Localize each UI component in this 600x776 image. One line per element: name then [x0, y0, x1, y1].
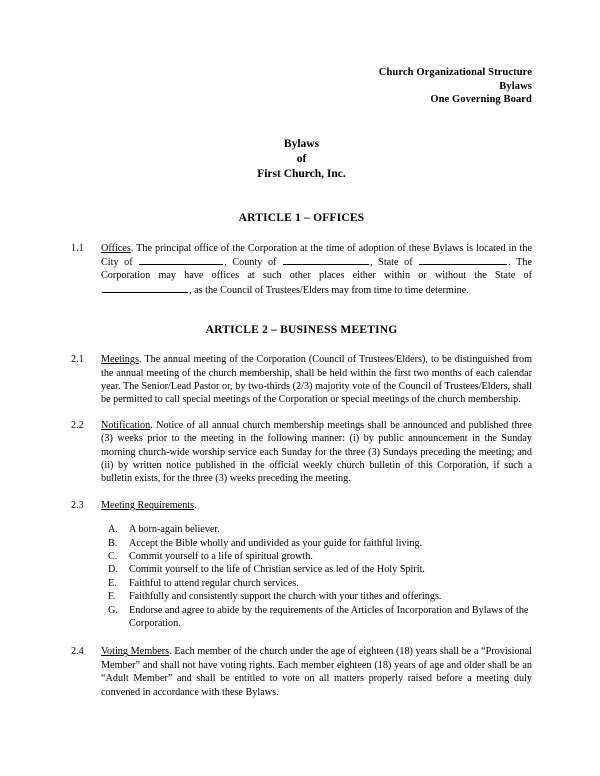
running-header-line-2: Bylaws: [499, 80, 532, 92]
list-item-letter: B.: [108, 537, 118, 549]
section-2-3-text: .: [194, 499, 197, 511]
list-item-text: Commit yourself to the life of Christian service as led of the Holy Spirit.: [129, 564, 425, 576]
list-item: [108, 563, 532, 576]
section-2-1-number: 2.1: [71, 354, 84, 366]
fill-in-blank-county[interactable]: [283, 255, 369, 265]
section-1-1-text-3: , State of: [370, 256, 419, 268]
section-2-2-text: . Notice of all annual church membership meetings shall be announced and published three (3) weeks prior to the meeting in the following manner: (i) by public announcement in the Sunday morning church-wide worship service each Sunday for the three (3) Sundays preceding the meeting; and (ii) by written notice published in the official weekly church bulletin of this Corporation, if such a bulletin exists, for the three (3) weeks preceding the meeting.: [101, 419, 532, 485]
list-item-text: Accept the Bible wholly and undivided as your guide for faithful living.: [129, 537, 423, 549]
fill-in-blank-state-2[interactable]: [102, 283, 188, 293]
list-item-text: Commit yourself to a life of spiritual growth.: [129, 551, 313, 562]
section-1-1-body: [101, 242, 532, 298]
section-1-1-text-5: , as the Council of Trustees/Elders may from time to time determine.: [189, 284, 469, 296]
running-header-line-1: Church Organizational Structure: [378, 67, 532, 78]
list-item: [108, 604, 532, 631]
section-1-1-text-4: . The Corporation may have offices at such other places either within or without the State of: [101, 256, 532, 282]
section-2-3-number: 2.3: [71, 499, 84, 511]
list-item: [108, 577, 532, 590]
section-2-3-run-in-heading: Meeting Requirements: [101, 499, 195, 511]
section-2-1-text: . The annual meeting of the Corporation (Council of Trustees/Elders), to be distinguished from the annual meeting of the church membership, shall be held within the first two months of each calendar year. The Senior/Lead Pastor or, by two-thirds (2/3) majority vote of the Council of Trustees/Elders, shall be permitted to call special meetings of the Corporation or special meetings of the church membership.: [101, 354, 532, 406]
page-content: [71, 0, 532, 699]
section-1-1-number: 1.1: [71, 242, 84, 254]
list-item: [108, 550, 532, 563]
section-2-2-run-in-heading: Notification: [101, 419, 151, 431]
running-header: [71, 66, 532, 107]
section-2-2-number: 2.2: [71, 419, 84, 431]
list-item: [108, 590, 532, 603]
title-line-organization: First Church, Inc.: [257, 167, 346, 180]
section-2-1-run-in-heading: Meetings: [101, 354, 139, 366]
list-item-text: Faithful to attend regular church services.: [129, 577, 299, 589]
list-item-letter: E.: [108, 577, 117, 589]
section-1-1-text-1: . The principal office of the Corporation at the time of adoption of these Bylaws is located in the City of: [101, 242, 532, 268]
list-item: [108, 537, 532, 550]
list-item-text: A born-again believer.: [129, 524, 220, 536]
section-2-3-body: [101, 499, 532, 512]
fill-in-blank-state[interactable]: [419, 255, 507, 265]
section-2-2-body: [101, 419, 532, 486]
title-line-bylaws: Bylaws: [283, 137, 320, 150]
section-2-2: [71, 419, 532, 486]
document-title-block: [71, 137, 532, 182]
fill-in-blank-city[interactable]: [139, 255, 223, 265]
section-1-1-run-in-heading: Offices: [101, 242, 131, 254]
title-line-of: of: [296, 152, 307, 165]
section-1-1: [71, 242, 532, 298]
section-2-4: [71, 645, 532, 699]
section-2-1-body: [101, 353, 532, 407]
section-2-1: [71, 353, 532, 407]
list-item-letter: A.: [108, 524, 118, 536]
section-2-3: [71, 499, 532, 631]
section-1-1-text-2: , County of: [224, 256, 283, 268]
article-1-heading: ARTICLE 1 – OFFICES: [238, 211, 365, 224]
article-2-heading: ARTICLE 2 – BUSINESS MEETING: [205, 324, 398, 337]
section-2-4-body: [101, 645, 532, 699]
list-item: [108, 523, 532, 536]
section-2-4-text: . Each member of the church under the age of eighteen (18) years shall be a “Provisional Member” and shall not have voting rights. Each member eighteen (18) years of age and older shall be an “Adult Member” and shall be entitled to vote on all matters properly raised before a meeting duly convened in accordance with these Bylaws.: [101, 646, 533, 698]
list-item-letter: D.: [108, 564, 118, 576]
list-item-letter: F.: [108, 591, 116, 603]
list-item-letter: C.: [108, 551, 118, 562]
list-item-text: Endorse and agree to abide by the requirements of the Articles of Incorporation and Bylaws of the Corporation.: [129, 604, 529, 630]
list-item-text: Faithfully and consistently support the church with your tithes and offerings.: [129, 591, 442, 603]
meeting-requirements-list: [101, 523, 532, 630]
running-header-line-3: One Governing Board: [430, 94, 532, 105]
section-2-4-number: 2.4: [71, 646, 84, 658]
list-item-letter: G.: [108, 604, 118, 616]
section-2-4-run-in-heading: Voting Members: [101, 646, 170, 658]
